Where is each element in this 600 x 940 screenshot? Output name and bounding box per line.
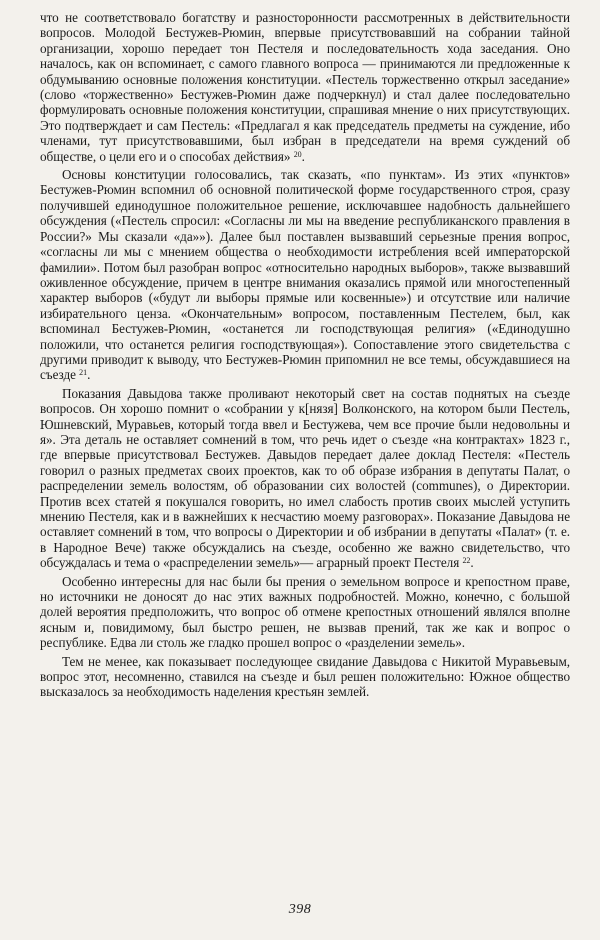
paragraph-4: Особенно интересны для нас были бы прения о земельном вопросе и крепостном праве, но источники не доносят до нас этих важных подробностей. Можно, конечно, с большой долей вероятия предположить, что вопрос об отмене крепостных отношений являлся вполне ясным и, повидимому, был быстро решен, не вызвав прений, так же как и вопрос о республике. Едва ли столь же гладко прошел вопрос о «разделении земель». <box>40 573 570 651</box>
page-number: 398 <box>288 902 312 917</box>
footnote-ref-21: 21 <box>79 368 88 378</box>
footnote-ref-22: 22 <box>462 556 471 566</box>
paragraph-3: Показания Давыдова также проливают некоторый свет на состав поднятых на съезде вопросов. Он хорошо помнит о «собрании у к[нязя] Волконского, на котором были Пестель, Юшневский, Муравьев, который тогда ввел и Бестужева, чем все прочие были недовольны и я». Эта деталь не оставляет сомнений в том, что речь идет о съезде «на контрактах» 1823 г., где впервые присутствовал Бестужев. Давыдов передает далее доклад Пестеля: «Пестель говорил о разных предметах своих проектов, как то об образе избрания в депутаты Палат, о распределении земель волостям, об образовании сих волостей (communes), о Директории. Против всех статей я покушался говорить, но имел слабость против своих мыслей уступить мнению Пестеля, как и в важнейших к несчастию моему разговорах». Показание Давыдова не оставляет сомнений в том, что вопросы о Директории и об избрании в депутаты «Палат» (т. е. в Народное Вече) также обсуждались на съезде, особенно же важно свидетельство, что обсуждалась и тема о «распределении земель»— аграрный проект Пестеля $^{22}$. <box>40 385 570 571</box>
paragraph-2: Основы конституции голосовались, так сказать, «по пунктам». Из этих «пунктов» Бестужев-Рюмин вспомнил об основной политической форме государственного строя, сразу получившей единодушное положительное решение, исключавшее надобность дальнейшего обсуждения («Пестель спросил: «Согласны ли мы на введение республиканского правления в России?» Мы сказали «да»»). Далее был поставлен вызвавший серьезные прения вопрос, «согласны ли мы с мнением общества о необходимости истребления всей императорской фамилии». Потом был разобран вопрос «относительно народных выборов», также вызвавший оживленное обсуждение, причем в центре внимания оказались прямой или многостепенный характер выборов («будут ли выборы прямые или косвенные») и отсутствие или наличие избирательного ценза. «Окончательным» вопросом, поставленным Пестелем, был, как вспоминал Бестужев-Рюмин, «останется ли господствующая религия» («Единодушно положили, что останется религия господствующая»). Сопоставление этого свидетельства с другими приводит к выводу, что Бестужев-Рюмин припомнил не все темы, обсуждавшиеся на съезде $^{21}$. <box>40 167 570 383</box>
body-text <box>40 10 570 700</box>
paragraph-1: что не соответствовало богатству и разносторонности рассмотренных в действительности вопросов. Молодой Бестужев-Рюмин, впервые присутствовавший на собрании тайной организации, хорошо передает тон Пестеля и последовательность хода заседания. Оно началось, как он вспоминает, с самого главного вопроса — принимаются ли предложенные к обдумыванию основные положения конституции. «Пестель торжественно открыл заседание» (слово «торжественно» Бестужев-Рюмин даже подчеркнул) и стал далее последовательно формулировать основные положения конституции, спрашивая мнение о них присутствующих. Это подтверждает и сам Пестель: «Предлагал я как председатель предметы на суждение, ибо членами, тут присутствовавшими, был избран в председатели на время суждений об обществе, о цели его и о способах действия» $^{20}$. <box>40 10 570 164</box>
footnote-ref-20: 20 <box>293 149 302 159</box>
paragraph-5: Тем не менее, как показывает последующее свидание Давыдова с Никитой Муравьевым, вопрос этот, несомненно, ставился на съезде и был решен положительно: Южное общество высказалось за необходимость наделения крестьян землей. <box>40 653 570 700</box>
